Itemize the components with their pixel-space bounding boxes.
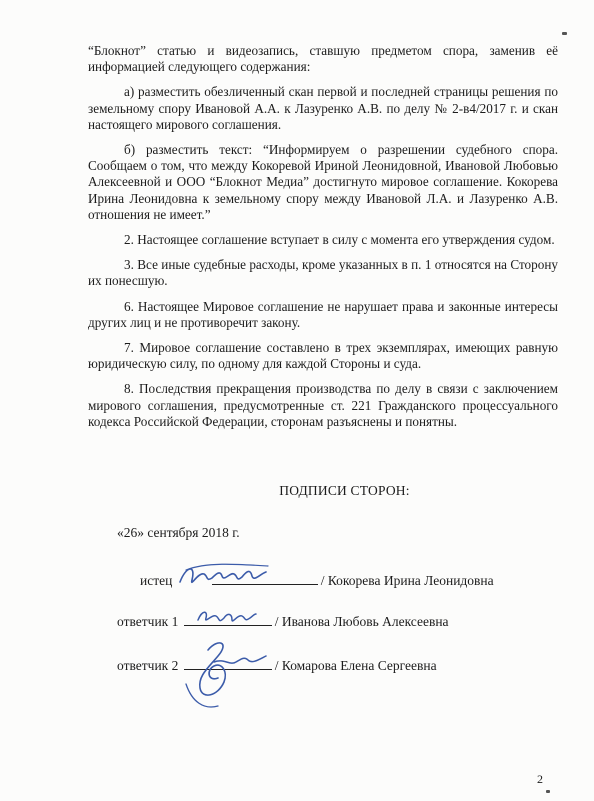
signatory-row-defendant-2 (117, 657, 437, 674)
agreement-body (88, 43, 558, 439)
page-number: 2 (537, 772, 543, 786)
paragraph-item-a: а) разместить обезличенный скан первой и последней страницы решения по земельному спору Ивановой А.А. к Лазуренко А.В. по делу № 2-в4/2017 г. и скан настоящего мирового соглашения. (88, 84, 558, 132)
paragraph-6: 6. Настоящее Мировое соглашение не нарушает права и законные интересы других лиц и не противоречит закону. (88, 298, 558, 330)
paragraph-8: 8. Последствия прекращения производства по делу в связи с заключением мирового соглашения, предусмотренные ст. 221 Гражданского процессуального кодекса Российской Федерации, сторонам разъяснены и понятны. (88, 381, 558, 429)
scan-mark (562, 32, 567, 35)
signatory-row-defendant-1 (117, 613, 449, 630)
signatory-name: / Иванова Любовь Алексеевна (274, 614, 449, 629)
scan-mark (546, 790, 550, 793)
signatory-name: / Комарова Елена Сергеевна (274, 658, 437, 673)
signatory-name: / Кокорева Ирина Леонидовна (320, 573, 494, 588)
signatory-role: истец (140, 573, 173, 588)
paragraph-7: 7. Мировое соглашение составлено в трех экземплярах, имеющих равную юридическую силу, по одному для каждой Стороны и суда. (88, 340, 558, 372)
agreement-date: «26» сентября 2018 г. (117, 525, 240, 540)
paragraph-3: 3. Все иные судебные расходы, кроме указанных в п. 1 относятся на Сторону их понесшую. (88, 257, 558, 289)
handwritten-signature-plaintiff (176, 560, 272, 592)
handwritten-signature-defendant-1 (196, 606, 258, 628)
signatory-role: ответчик 1 (117, 614, 179, 629)
signatures-heading: ПОДПИСИ СТОРОН: (279, 483, 410, 498)
paragraph-2: 2. Настоящее соглашение вступает в силу с момента его утверждения судом. (124, 232, 555, 248)
paragraph-item-b: б) разместить текст: “Информируем о разрешении судебного спора. Сообщаем о том, что между Кокоревой Ириной Леонидовной, Ивановой Любовью Алексеевной и ООО “Блокнот Медиа” достигнуто мировое соглашение. Кокорева Ирина Леонидовна к земельному спору между Ивановой Л.А. и Лазуренко А.В. отношения не имеет.” (88, 142, 558, 222)
signatory-role: ответчик 2 (117, 658, 179, 673)
handwritten-signature-defendant-2 (178, 632, 270, 712)
paragraph-intro: “Блокнот” статью и видеозапись, ставшую предметом спора, заменив её информацией следующего содержания: (88, 43, 558, 75)
